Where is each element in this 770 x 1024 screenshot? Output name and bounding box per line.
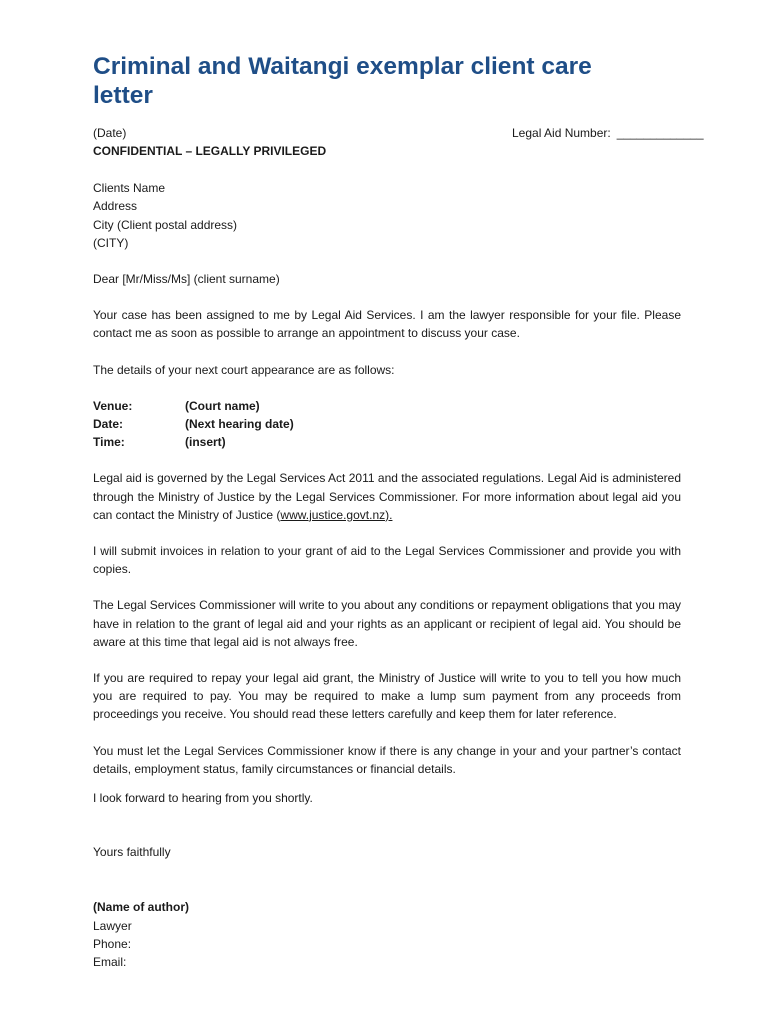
paragraph-assignment: Your case has been assigned to me by Legal Aid Services. I am the lawyer responsible for your file. Please contact me as soon as possible to arrange an appointment to discuss your case. [93, 308, 681, 341]
hearing-label: Time: [93, 435, 125, 450]
hearing-value: (insert) [185, 435, 226, 450]
paragraph-changes: You must let the Legal Services Commissioner know if there is any change in your and your partner’s contact details, employment status, family circumstances or financial details. [93, 743, 681, 776]
closing: Yours faithfully [93, 845, 171, 860]
paragraph-commissioner: The Legal Services Commissioner will write to you about any conditions or repayment obligations that you may have in relation to the grant of legal aid and your rights as an applicant or recipient of legal aid. You should be aware at this time that legal aid is not always free. [93, 598, 681, 649]
paragraph-repayment: If you are required to repay your legal aid grant, the Ministry of Justice will write to you to tell you how much you are required to pay. You may be required to make a lump sum payment from any proceeds from proceedings you receive. You should read these letters carefully and keep them for later reference. [93, 671, 681, 722]
page-title: Criminal and Waitangi exemplar client care letter [93, 53, 592, 109]
address-line: Clients Name [93, 181, 166, 196]
recipient-address [93, 179, 681, 252]
paragraph-text: Legal aid is governed by the Legal Services Act 2011 and the associated regulations. Legal Aid is administered through the Ministry of Justice by the Legal Services Commissioner. For more information about legal aid you can contact the Ministry of Justice ( [93, 471, 681, 522]
date-placeholder: (Date) [93, 126, 127, 140]
author-email: Email: [93, 955, 127, 970]
legal-aid-blank: _____________ [616, 126, 704, 140]
hearing-value: (Court name) [185, 398, 260, 413]
paragraph-court-intro: The details of your next court appearance are as follows: [93, 362, 395, 377]
hearing-details [93, 397, 681, 452]
hearing-row [93, 397, 681, 415]
address-line: Address [93, 199, 138, 214]
salutation: Dear [Mr/Miss/Ms] (client surname) [93, 272, 280, 287]
paragraph-invoices: I will submit invoices in relation to your grant of aid to the Legal Services Commissioner and provide you with copies. [93, 544, 681, 577]
legal-aid-number [512, 124, 704, 142]
author-name: (Name of author) [93, 900, 189, 915]
hearing-value: (Next hearing date) [185, 417, 294, 432]
date-row [93, 124, 704, 142]
letter-page [93, 52, 704, 971]
paragraph-closing-remark: I look forward to hearing from you shortly. [93, 791, 313, 806]
confidential-heading: CONFIDENTIAL – LEGALLY PRIVILEGED [93, 144, 327, 158]
address-line: (CITY) [93, 235, 129, 250]
author-role: Lawyer [93, 918, 132, 933]
hearing-label: Venue: [93, 398, 133, 413]
hearing-label: Date: [93, 417, 124, 432]
hearing-row [93, 415, 681, 433]
address-line: City (Client postal address) [93, 217, 238, 232]
hearing-row [93, 433, 681, 451]
author-phone: Phone: [93, 936, 132, 951]
signature-block [93, 898, 681, 971]
paragraph-legal-aid [93, 469, 681, 524]
justice-website-link[interactable]: www.justice.govt.nz). [280, 507, 393, 522]
legal-aid-label: Legal Aid Number: [512, 126, 611, 140]
